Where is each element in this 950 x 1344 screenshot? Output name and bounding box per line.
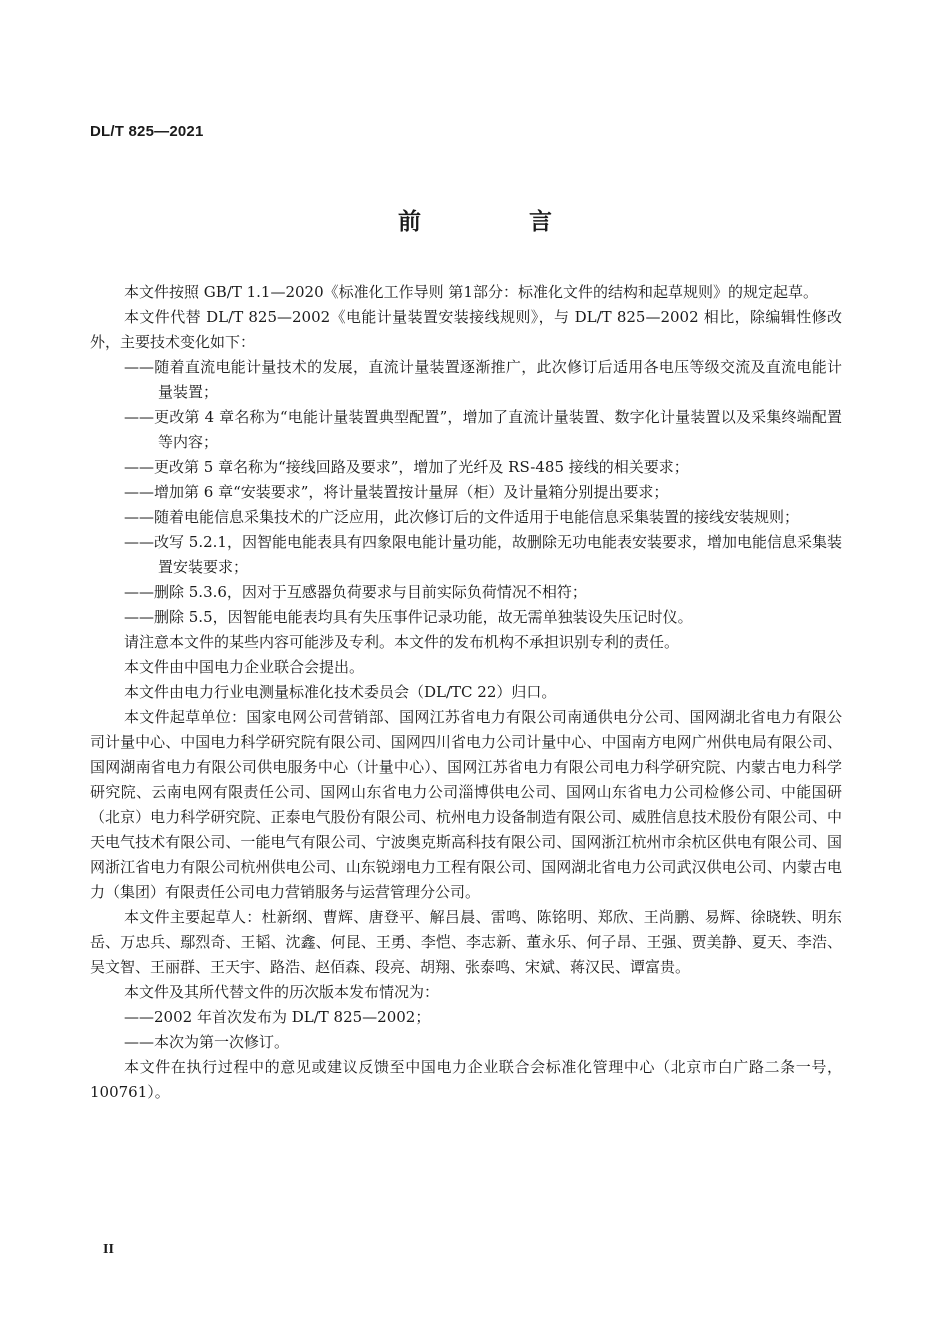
page-number: II <box>103 1242 114 1257</box>
change-item: —— 随着直流电能计量技术的发展，直流计量装置逐渐推广，此次修订后适用各电压等级交流及直流电能计量装置； <box>90 355 842 405</box>
change-item: —— 删除 5.5，因智能电能表均具有失压事件记录功能，故无需单独装设失压记时仪。 <box>90 605 842 630</box>
history-item: —— 本次为第一次修订。 <box>90 1030 842 1055</box>
change-item: —— 更改第 4 章名称为“电能计量装置典型配置”，增加了直流计量装置、数字化计量装置以及采集终端配置等内容； <box>90 405 842 455</box>
paragraph-technical-committee: 本文件由电力行业电测量标准化技术委员会（DL/TC 22）归口。 <box>124 683 557 701</box>
paragraph-history-intro: 本文件及其所代替文件的历次版本发布情况为： <box>124 983 440 1001</box>
change-item: —— 删除 5.3.6，因对于互感器负荷要求与目前实际负荷情况不相符； <box>90 580 842 605</box>
history-item: —— 2002 年首次发布为 DL/T 825—2002； <box>90 1005 842 1030</box>
paragraph-proposer: 本文件由中国电力企业联合会提出。 <box>124 658 365 676</box>
paragraph-feedback: 本文件在执行过程中的意见或建议反馈至中国电力企业联合会标准化管理中心（北京市白广路二条一号，100761）。 <box>90 1058 842 1101</box>
foreword-body <box>90 280 842 1105</box>
change-item: —— 随着电能信息采集技术的广泛应用，此次修订后的文件适用于电能信息采集装置的接线安装规则； <box>90 505 842 530</box>
paragraph-drafting-rules: 本文件按照 GB/T 1.1—2020《标准化工作导则 第1部分：标准化文件的结构和起草规则》的规定起草。 <box>124 283 818 301</box>
change-item: —— 更改第 5 章名称为“接线回路及要求”，增加了光纤及 RS-485 接线的相关要求； <box>90 455 842 480</box>
change-item: —— 增加第 6 章“安装要求”，将计量装置按计量屏（柜）及计量箱分别提出要求； <box>90 480 842 505</box>
paragraph-drafting-units: 本文件起草单位：国家电网公司营销部、国网江苏省电力有限公司南通供电分公司、国网湖北省电力有限公司计量中心、中国电力科学研究院有限公司、国网四川省电力公司计量中心、中国南方电网广州供电局有限公司、国网湖南省电力有限公司供电服务中心（计量中心）、国网江苏省电力有限公司电力科学研究院、内蒙古电力科学研究院、云南电网有限责任公司、国网山东省电力公司淄博供电公司、国网山东省电力公司检修公司、中能国研（北京）电力科学研究院、正泰电气股份有限公司、杭州电力设备制造有限公司、威胜信息技术股份有限公司、中天电气技术有限公司、一能电气有限公司、宁波奥克斯高科技有限公司、国网浙江杭州市余杭区供电有限公司、国网浙江省电力有限公司杭州供电公司、山东锐翊电力工程有限公司、国网湖北省电力公司武汉供电公司、内蒙古电力（集团）有限责任公司电力营销服务与运营管理分公司。 <box>90 708 842 901</box>
standard-code: DL/T 825—2021 <box>90 123 204 140</box>
paragraph-drafters: 本文件主要起草人：杜新纲、曹辉、唐登平、解吕晨、雷鸣、陈铭明、郑欣、王尚鹏、易辉、徐晓轶、明东岳、万忠兵、鄢烈奇、王韬、沈鑫、何昆、王勇、李恺、李志新、董永乐、何子昂、王强、贾美静、夏天、李浩、吴文智、王丽群、王天宇、路浩、赵佰森、段亮、胡翔、张泰鸣、宋斌、蒋汉民、谭富贵。 <box>90 908 842 976</box>
change-item: —— 改写 5.2.1，因智能电能表具有四象限电能计量功能，故删除无功电能表安装要求，增加电能信息采集装置安装要求； <box>90 530 842 580</box>
page-title: 前 言 <box>397 209 602 235</box>
paragraph-replaces: 本文件代替 DL/T 825—2002《电能计量装置安装接线规则》，与 DL/T 825—2002 相比，除编辑性修改外，主要技术变化如下： <box>90 308 842 351</box>
paragraph-patent-notice: 请注意本文件的某些内容可能涉及专利。本文件的发布机构不承担识别专利的责任。 <box>124 633 680 651</box>
